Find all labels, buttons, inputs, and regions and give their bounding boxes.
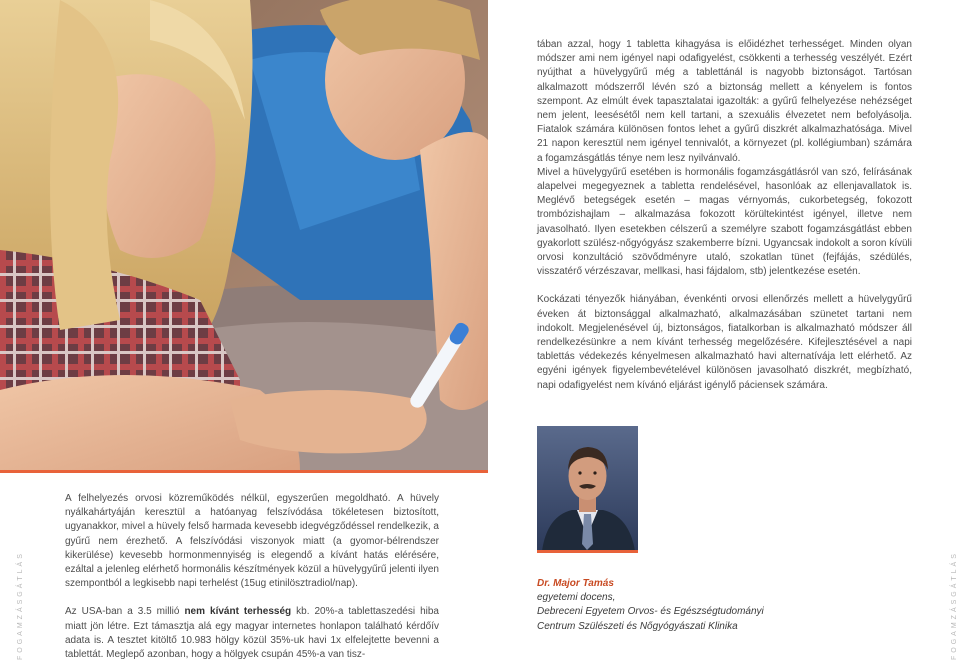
hero-photo: [0, 0, 488, 471]
author-institution-line-1: Debreceni Egyetem Orvos- és Egészségtudományi: [537, 606, 764, 618]
left-column: [65, 492, 439, 662]
left-paragraph-2-start: Az USA-ban a 3.5 millió: [65, 606, 185, 618]
author-portrait: [537, 426, 638, 551]
author-name: Dr. Major Tamás: [537, 578, 614, 589]
right-column: [537, 38, 912, 393]
side-label-right: FOGAMZÁSGÁTLÁS: [951, 551, 958, 660]
photo-accent-rule: [0, 470, 488, 473]
right-paragraph-1: tában azzal, hogy 1 tabletta kihagyása is előidézhet terhességet. Minden olyan módszer ami nem igényel napi odafigyelést, csökkenti a terhesség veszélyét. Ezért nyújthat a hüvelygyűrű még a tablettánál is nagyobb biztonságot. Tartósan alkalmazott módszerről lévén szó a biztonság mellett a kényelem is fontos szempont. Az elmúlt évek tapasztalatai igazolták: a gyűrű felhelyezése nehézséget nem jelent, leesésétől nem kell tartani, a szexuális élvezetet nem befolyásolja. Fiatalok számára különösen fontos lehet a gyűrű diszkrét alkalmazhatósága. Mivel 21 napon keresztül nem igényel tennivalót, a környezet (pl. kollégiumban) számára a fogamzásgátlás ténye nem lesz nyilvánvaló.: [537, 39, 912, 164]
left-paragraph-2: [65, 605, 439, 662]
left-paragraph-1: A felhelyezés orvosi közreműködés nélkül, egyszerűen megoldható. A hüvely nyálkahártyáján keresztül a hatóanyag felszívódása tökéletesen biztosított, ugyanakkor, mivel a hüvely felső harmada kevesebb idegvégződéssel rendelkezik, a gyűrű nem érezhető. A felszívódási viszonyok miatt (a gyomor-bélrendszer kikerülése) kevesebb hormonmennyiség is elegendő a kívánt hatás elérésére, ezáltal a jelenleg elérhető hormonális készítmények közül a hüvelygyűrű jelenti ilyen szempontból a legkisebb napi terhelést (15ug etinilösztradiol/nap).: [65, 493, 439, 590]
author-title: egyetemi docens,: [537, 592, 616, 604]
left-paragraph-2-end: kb. 20%-a tablettaszedési hiba miatt jön létre. Ezt támasztja alá egy magyar internetes honlapon található kérdőív adata is. A tesztet kitöltő 10.983 hölgy közül 35%-uk havi 1x elfelejtette bevenni a tablettát. Meglepő azonban, hogy a hölgyek csupán 45%-a van tisz-: [65, 606, 439, 661]
right-paragraph-3: Kockázati tényezők hiányában, évenkénti orvosi ellenőrzés mellett a hüvelygyűrű éveken át biztonsággal alkalmazható, alkalmazásában szünetet tartani nem indokolt. Megjelenésével új, biztonságos, fiatalkorban is alkalmazható módszer áll rendelkezésünkre a nem kívánt terhesség megelőzésére. Kifejlesztésével a napi tablettás védekezés kényelmesen alkalmazható havi alternatívája lett elérhető. Az egyéni igények figyelembevételével különösen javasolható diszkrét, megbízható, napi odafigyelést nem kívánó eljárást igénylő páciensek számára.: [537, 294, 912, 391]
portrait-accent-rule: [537, 550, 638, 553]
left-paragraph-2-emphasis: nem kívánt terhesség: [184, 606, 292, 618]
right-paragraph-2: Mivel a hüvelygyűrű esetében is hormonális fogamzásgátlásról van szó, felírásának alapelvei megegyeznek a tabletta rendelésével, hasonlóak az ellenjavallatok is. Meglévő betegségek esetén – magas vérnyomás, cukorbetegség, fokozott trombózishajlam – alkalmazása fokozott körültekintést igényel, illetve nem javasolható. Ilyen esetekben célszerű a személyre szabott fogamzásgátlást ebben gyakorlott szülész-nőgyógyász szakemberre bízni. Ugyancsak indokolt a soron kívüli orvosi konzultáció szövődményre utaló, szokatlan tünet (fejfájás, szédülés, visszatérő vérzészavar, mellkasi, hasi fájdalom, stb) jelentkezése esetén.: [537, 166, 912, 278]
author-caption: [537, 577, 837, 634]
side-label-left: FOGAMZÁSGÁTLÁS: [17, 551, 24, 660]
author-institution-line-2: Centrum Szülészeti és Nőgyógyászati Klinika: [537, 620, 738, 632]
